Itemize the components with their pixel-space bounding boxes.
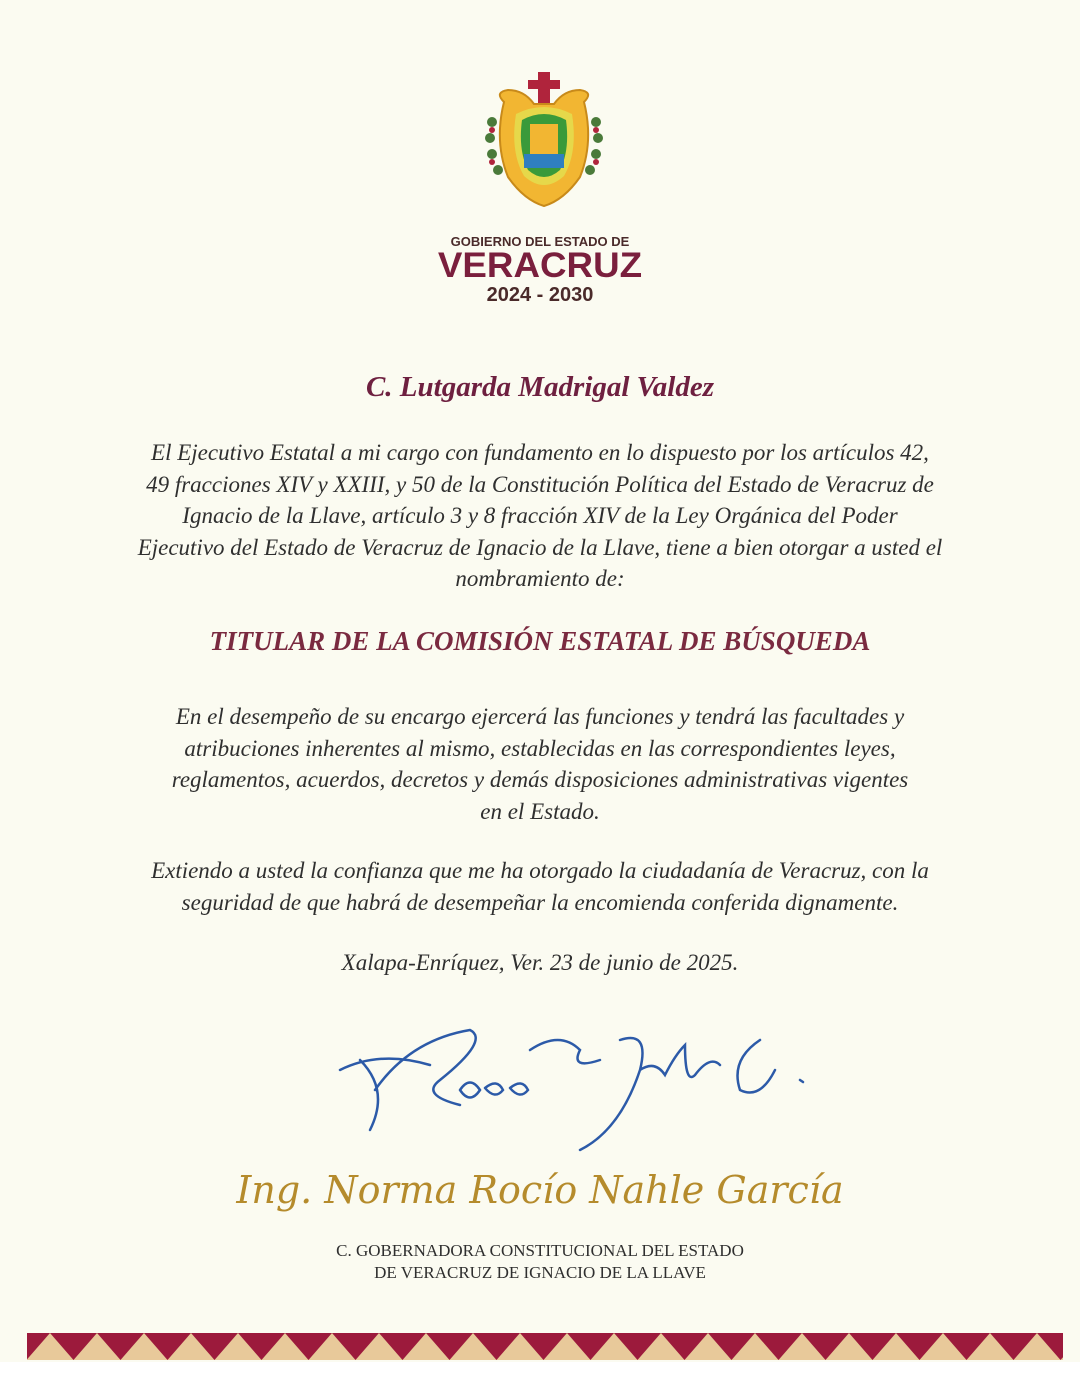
text-line: 49 fracciones XIV y XXIII, y 50 de la Constitución Política del Estado de Veracruz de — [146, 471, 934, 497]
appointment-title: TITULAR DE LA COMISIÓN ESTATAL DE BÚSQUEDA — [209, 626, 871, 656]
legal-basis-paragraph — [0, 437, 1080, 595]
text-line: atribuciones inherentes al mismo, establecidas en las correspondientes leyes, — [184, 735, 896, 761]
text-line: seguridad de que habrá de desempeñar la encomienda conferida dignamente. — [181, 889, 899, 915]
text-line: El Ejecutivo Estatal a mi cargo con fundamento en lo dispuesto por los artículos 42, — [151, 440, 929, 465]
text-line: DE VERACRUZ DE IGNACIO DE LA LLAVE — [374, 1263, 706, 1282]
text-line: Ejecutivo del Estado de Veracruz de Ignacio de la Llave, tiene a bien otorgar a usted el — [137, 534, 943, 560]
band-triangle — [426, 1333, 473, 1360]
band-triangle — [990, 1333, 1037, 1360]
signatory-title — [0, 1240, 1080, 1284]
duties-paragraph — [0, 701, 1080, 827]
text-line: C. GOBERNADORA CONSTITUCIONAL DEL ESTADO — [336, 1241, 744, 1260]
text-line: Extiendo a usted la confianza que me ha otorgado la ciudadanía de Veracruz, con la — [151, 858, 929, 883]
band-triangle — [473, 1333, 520, 1360]
veracruz-coat-of-arms-logo — [484, 72, 604, 212]
recipient-name: C. Lutgarda Madrigal Valdez — [365, 371, 715, 403]
triangle-pattern — [27, 1333, 1063, 1360]
band-triangle — [755, 1333, 802, 1360]
band-triangle — [97, 1333, 144, 1360]
band-triangle — [943, 1333, 990, 1360]
band-triangle — [520, 1333, 567, 1360]
band-triangle — [379, 1333, 426, 1360]
band-triangle — [50, 1333, 97, 1360]
text-line: Ignacio de la Llave, artículo 3 y 8 fracción XIV de la Ley Orgánica del Poder — [182, 503, 898, 528]
decorative-border-band — [27, 1333, 1063, 1360]
text-line: reglamentos, acuerdos, decretos y demás disposiciones administrativas vigentes — [171, 767, 909, 792]
band-triangle — [896, 1333, 943, 1360]
band-triangle — [849, 1333, 896, 1360]
state-name: VERACRUZ — [437, 246, 643, 285]
band-triangle — [144, 1333, 191, 1360]
text-line: En el desempeño de su encargo ejercerá las funciones y tendrá las facultades y — [175, 704, 905, 729]
signatory-name: Ing. Norma Rocío Nahle García — [236, 1168, 844, 1212]
band-triangle — [191, 1333, 238, 1360]
band-triangle — [614, 1333, 661, 1360]
band-triangle — [708, 1333, 755, 1360]
band-triangle — [1037, 1333, 1063, 1360]
band-triangle — [27, 1333, 50, 1360]
band-triangle — [567, 1333, 614, 1360]
place-date: Xalapa-Enríquez, Ver. 23 de junio de 2025. — [341, 950, 739, 975]
text-line: en el Estado. — [480, 798, 600, 824]
band-triangle — [802, 1333, 849, 1360]
band-triangle — [332, 1333, 379, 1360]
text-line: nombramiento de: — [455, 566, 625, 591]
handwritten-signature — [320, 1010, 840, 1160]
administration-period: 2024 - 2030 — [486, 284, 594, 306]
government-label: GOBIERNO DEL ESTADO DE — [450, 234, 630, 249]
band-triangle — [285, 1333, 332, 1360]
trust-paragraph — [0, 855, 1080, 918]
band-triangle — [661, 1333, 708, 1360]
band-triangle — [238, 1333, 285, 1360]
